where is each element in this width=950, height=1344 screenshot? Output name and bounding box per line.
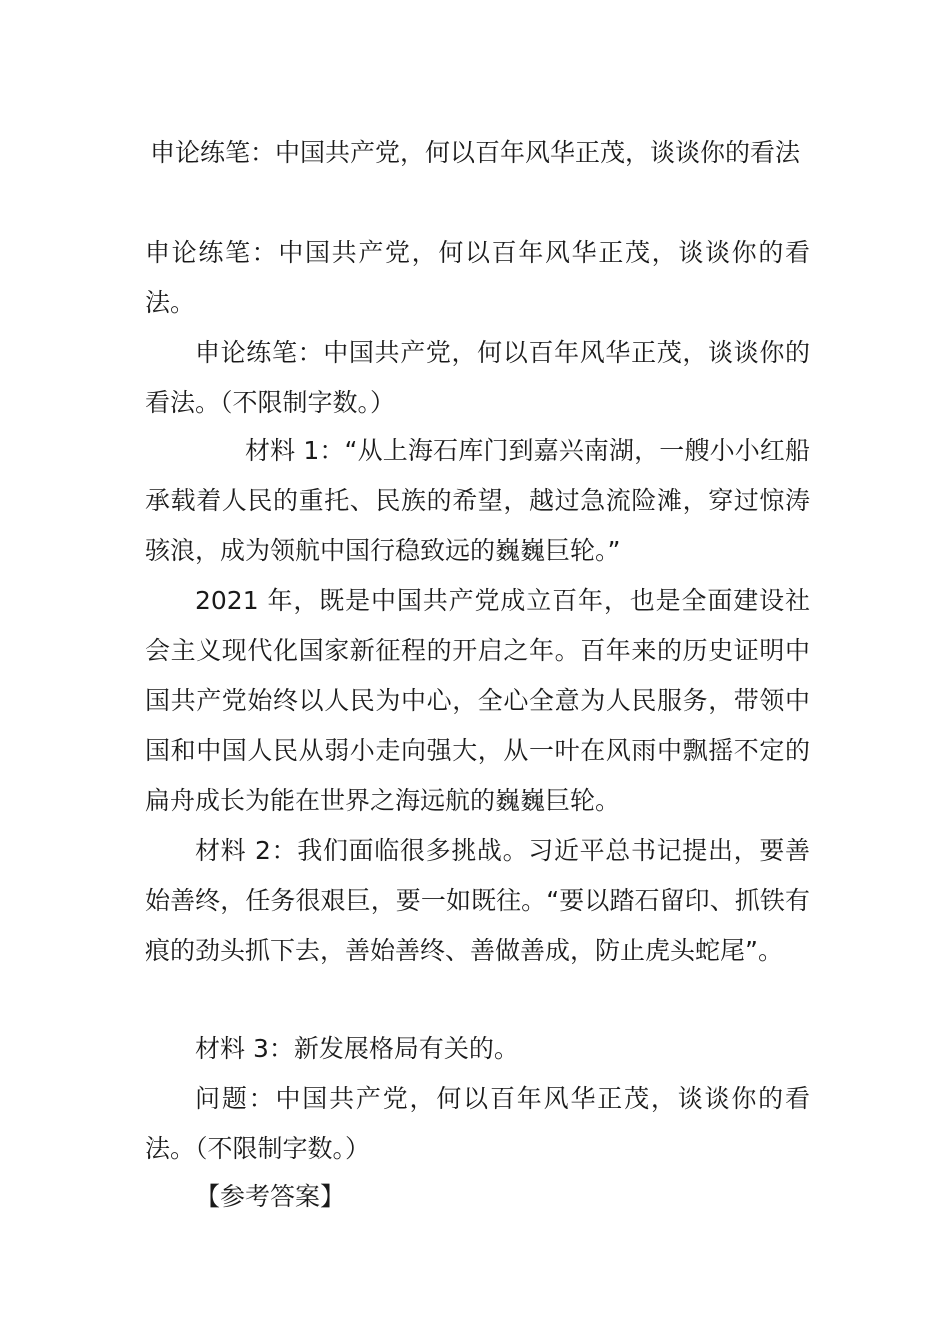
document-title: 申论练笔：中国共产党，何以百年风华正茂，谈谈你的看法 (149, 138, 800, 167)
paragraph-material-3: 材料 3：新发展格局有关的。 (195, 1034, 519, 1063)
paragraph-prompt: 申论练笔：中国共产党，何以百年风华正茂，谈谈你的看法。（不限制字数。） (145, 338, 810, 417)
paragraph-question: 问题：中国共产党，何以百年风华正茂，谈谈你的看法。（不限制字数。） (145, 1084, 810, 1163)
paragraph-material-2: 材料 2：我们面临很多挑战。习近平总书记提出，要善始善终，任务很艰巨，要一如既往。“要以踏石留印、抓铁有痕的劲头抓下去，善始善终、善做善成，防止虎头蛇尾”。 (145, 836, 810, 965)
paragraph-material-1: 材料 1：“从上海石库门到嘉兴南湖，一艘小小红船承载着人民的重托、民族的希望，越过急流险滩，穿过惊涛骇浪，成为领航中国行稳致远的巍巍巨轮。” (145, 436, 810, 565)
paragraph-background: 2021 年，既是中国共产党成立百年，也是全面建设社会主义现代化国家新征程的开启之年。百年来的历史证明中国共产党始终以人民为中心，全心全意为人民服务，带领中国和中国人民从弱小走向强大，从一叶在风雨中飘摇不定的扁舟成长为能在世界之海远航的巍巍巨轮。 (145, 586, 810, 815)
paragraph-intro: 申论练笔：中国共产党，何以百年风华正茂，谈谈你的看法。 (145, 238, 810, 317)
paragraph-answer-heading: 【参考答案】 (195, 1182, 346, 1211)
